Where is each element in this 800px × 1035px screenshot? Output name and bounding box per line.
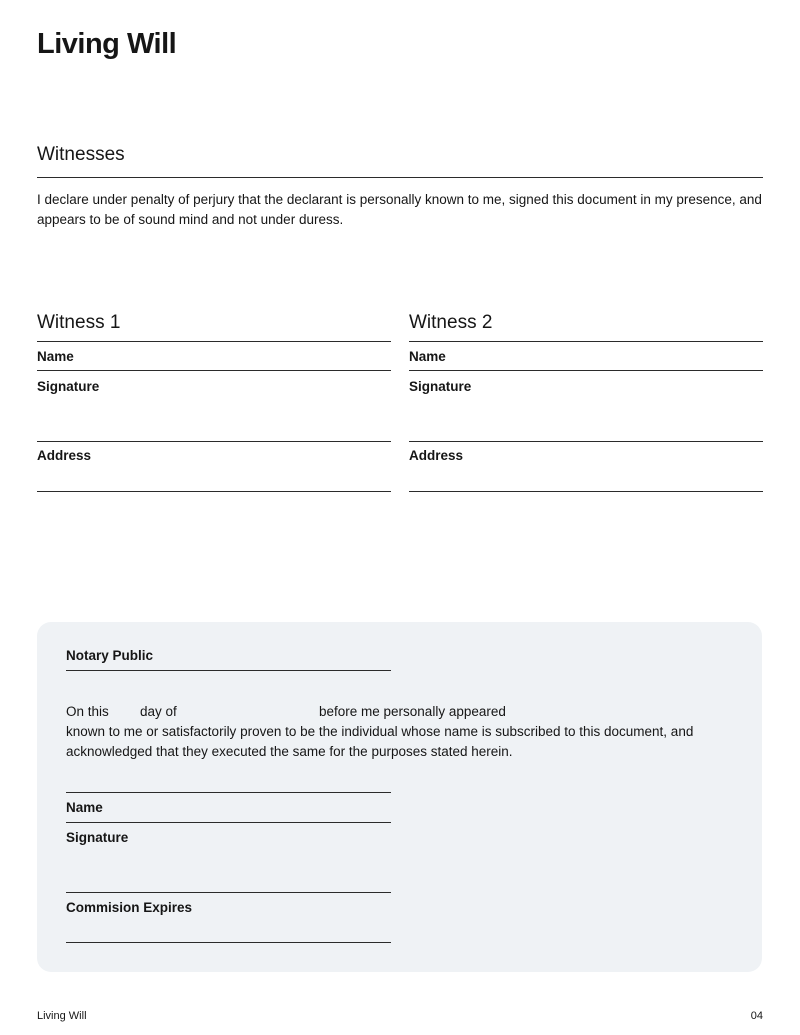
notary-text-on-this: On this [66,704,109,719]
notary-name-line[interactable] [66,822,391,823]
footer-document-title: Living Will [37,1010,87,1022]
notary-text-before-me: before me personally appeared [319,704,506,719]
witness-2-signature-label: Signature [409,379,472,394]
witness-1-title: Witness 1 [37,312,121,333]
witness-2-title-rule [409,341,763,342]
notary-heading-rule [66,670,391,671]
witness-1-name-label: Name [37,349,74,364]
notary-public-card [37,622,762,972]
notary-signature-label: Signature [66,830,129,845]
notary-commission-line[interactable] [66,942,391,943]
document-title: Living Will [37,28,177,60]
notary-text-rest: known to me or satisfactorily proven to be the individual whose name is subscribed to this document, and acknowledged that they executed the same for the purposes stated herein. [66,724,694,759]
witness-2-name-line[interactable] [409,370,763,371]
notary-commission-label: Commision Expires [66,900,193,915]
notary-name-label: Name [66,800,103,815]
witness-2-name-label: Name [409,349,446,364]
witness-1-block [37,310,391,500]
witness-1-address-label: Address [37,448,92,463]
witness-1-name-line[interactable] [37,370,391,371]
section-divider [37,177,763,178]
witness-2-signature-line[interactable] [409,441,763,442]
witness-1-signature-label: Signature [37,379,100,394]
notary-text-day-of: day of [140,704,177,719]
witness-2-title: Witness 2 [409,312,493,333]
witness-declaration-text: I declare under penalty of perjury that the declarant is personally known to me, signed this document in my presence, and appears to be of sound mind and not under duress. [37,192,762,227]
witnesses-section-title: Witnesses [37,144,125,165]
witness-1-title-rule [37,341,391,342]
notary-acknowledgment-text [66,702,726,762]
witness-2-address-line[interactable] [409,491,763,492]
notary-appeared-line[interactable] [66,792,391,793]
footer-page-number: 04 [750,1010,763,1022]
witness-1-signature-line[interactable] [37,441,391,442]
notary-heading: Notary Public [66,648,154,663]
witness-1-address-line[interactable] [37,491,391,492]
notary-signature-line[interactable] [66,892,391,893]
witness-2-block [409,310,763,500]
witness-2-address-label: Address [409,448,464,463]
